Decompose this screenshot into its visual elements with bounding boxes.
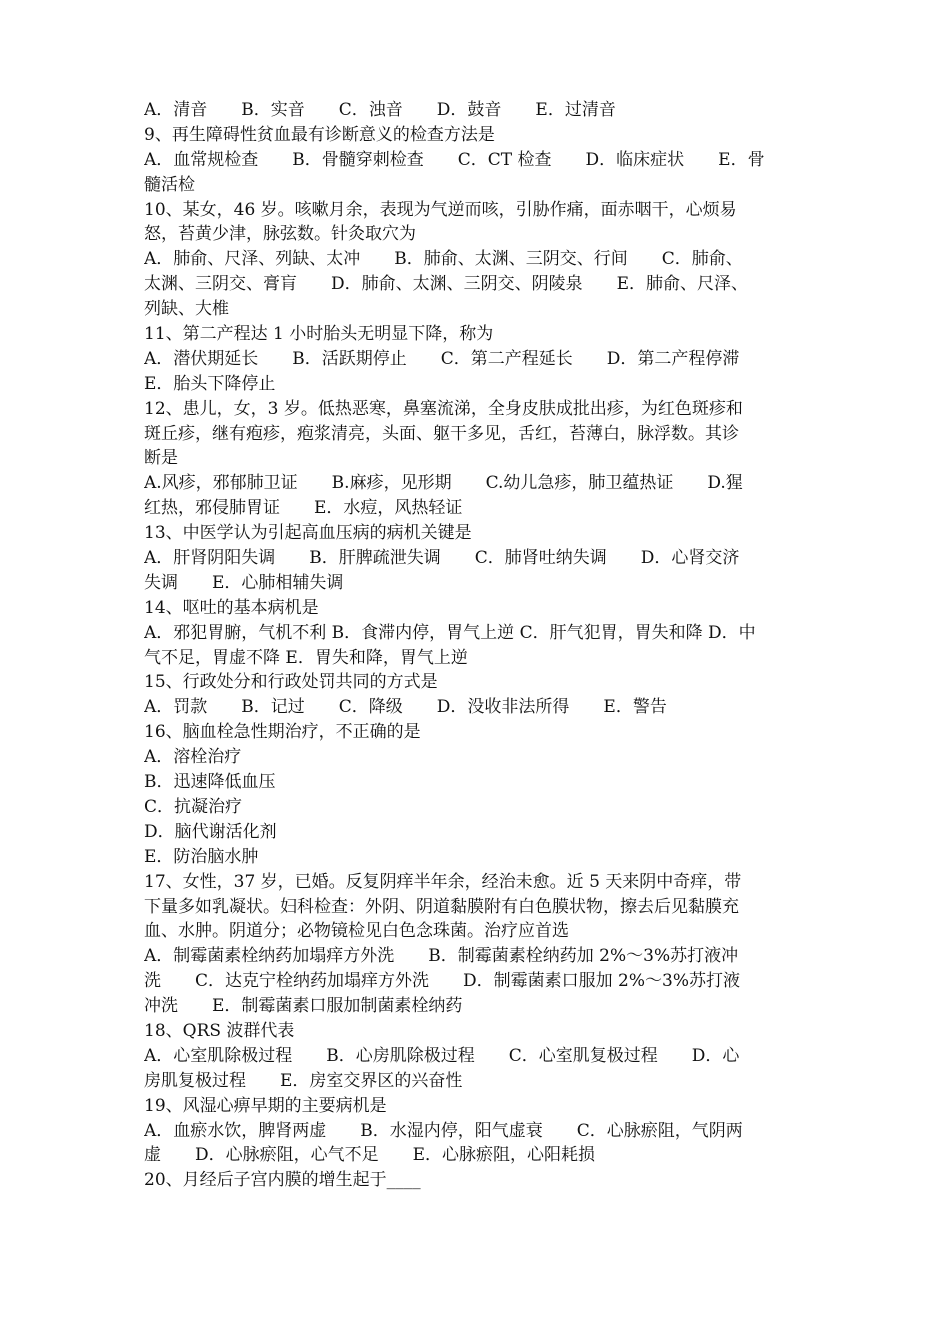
question-13-options: A．肝肾阴阳失调 B．肝脾疏泄失调 C．肺肾吐纳失调 D．心肾交济 — [144, 548, 740, 569]
question-9-options-cont: 髓活检 — [144, 174, 195, 195]
question-17-options: A．制霉菌素栓纳药加塌痒方外洗 B．制霉菌素栓纳药加 2%～3%苏打液冲 — [144, 946, 739, 967]
text-line: A．清音 B．实音 C．浊音 D．鼓音 E．过清音 — [144, 100, 616, 120]
question-9-options: A．血常规检查 B．骨髓穿刺检查 C．CT 检查 D．临床症状 E．骨 — [144, 149, 765, 170]
question-16-option-a: A．溶栓治疗 — [144, 747, 242, 768]
exam-question-text — [144, 98, 812, 1193]
question-16-option-c: C．抗凝治疗 — [144, 796, 243, 817]
question-19-options: A．血瘀水饮，脾肾两虚 B．水湿内停，阳气虚衰 C．心脉瘀阻，气阴两 — [144, 1120, 743, 1141]
question-18-stem: 18、QRS 波群代表 — [144, 1020, 295, 1041]
question-16-option-b: B．迅速降低血压 — [144, 772, 276, 793]
question-10-stem-cont: 怒，苔黄少津，脉弦数。针灸取穴为 — [144, 224, 416, 245]
question-13-options-cont: 失调 E．心肺相辅失调 — [144, 572, 344, 593]
question-12-options: A.风疹，邪郁肺卫证 B.麻疹，见形期 C.幼儿急疹，肺卫蕴热证 D.猩 — [144, 473, 743, 494]
question-16-option-d: D．脑代谢活化剂 — [144, 821, 277, 842]
question-19-stem: 19、风湿心痹早期的主要病机是 — [144, 1095, 387, 1116]
question-12-stem-cont: 断是 — [144, 448, 178, 469]
question-10-options-cont: 太渊、三阴交、膏肓 D．肺俞、太渊、三阴交、阴陵泉 E．肺俞、尺泽、 — [144, 274, 749, 295]
question-18-options: A．心室肌除极过程 B．心房肌除极过程 C．心室肌复极过程 D．心 — [144, 1045, 740, 1066]
question-13-stem: 13、中医学认为引起高血压病的病机关键是 — [144, 523, 472, 544]
question-14-options: A．邪犯胃腑，气机不利 B．食滞内停，胃气上逆 C．肝气犯胃，胃失和降 D．中 — [144, 622, 756, 643]
question-11-options-cont: E．胎头下降停止 — [144, 373, 276, 394]
question-11-stem: 11、第二产程达 1 小时胎头无明显下降，称为 — [144, 324, 494, 345]
question-17-options-cont: 冲洗 E．制霉菌素口服加制菌素栓纳药 — [144, 996, 463, 1017]
question-17-stem: 17、女性，37 岁，已婚。反复阴痒半年余，经治未愈。近 5 天来阴中奇痒，带 — [144, 871, 742, 892]
question-10-options-cont: 列缺、大椎 — [144, 299, 229, 320]
question-10-stem: 10、某女，46 岁。咳嗽月余，表现为气逆而咳，引胁作痛，面赤咽干，心烦易 — [144, 199, 737, 220]
question-10-options: A．肺俞、尺泽、列缺、太冲 B．肺俞、太渊、三阴交、行间 C．肺俞、 — [144, 249, 743, 270]
question-15-options: A．罚款 B．记过 C．降级 D．没收非法所得 E．警告 — [144, 697, 667, 718]
question-15-stem: 15、行政处分和行政处罚共同的方式是 — [144, 672, 438, 693]
question-14-stem: 14、呕吐的基本病机是 — [144, 597, 319, 618]
question-12-options-cont: 红热，邪侵肺胃证 E．水痘，风热轻证 — [144, 498, 463, 519]
question-12-stem-cont: 斑丘疹，继有疱疹，疱浆清亮，头面、躯干多见，舌红，苔薄白，脉浮数。其诊 — [144, 423, 739, 444]
question-16-option-e: E．防治脑水肿 — [144, 846, 259, 867]
question-17-stem-cont: 下量多如乳凝状。妇科检查：外阴、阴道黏膜附有白色膜状物，擦去后见黏膜充 — [144, 896, 739, 917]
question-16-stem: 16、脑血栓急性期治疗，不正确的是 — [144, 722, 421, 743]
question-20-stem: 20、月经后子宫内膜的增生起于____ — [144, 1170, 421, 1191]
question-17-stem-cont: 血、水肿。阴道分；必物镜检见白色念珠菌。治疗应首选 — [144, 921, 569, 942]
question-12-stem: 12、患儿，女，3 岁。低热恶寒，鼻塞流涕，全身皮肤成批出疹，为红色斑疹和 — [144, 398, 743, 419]
question-19-options-cont: 虚 D．心脉瘀阻，心气不足 E．心脉瘀阻，心阳耗损 — [144, 1145, 596, 1166]
question-18-options-cont: 房肌复极过程 E．房室交界区的兴奋性 — [144, 1070, 463, 1091]
question-9-stem: 9、再生障碍性贫血最有诊断意义的检查方法是 — [144, 124, 495, 145]
question-17-options-cont: 洗 C．达克宁栓纳药加塌痒方外洗 D．制霉菌素口服加 2%～3%苏打液 — [144, 971, 740, 992]
question-11-options: A．潜伏期延长 B．活跃期停止 C．第二产程延长 D．第二产程停滞 — [144, 348, 740, 369]
question-14-options-cont: 气不足，胃虚不降 E．胃失和降，胃气上逆 — [144, 647, 468, 668]
